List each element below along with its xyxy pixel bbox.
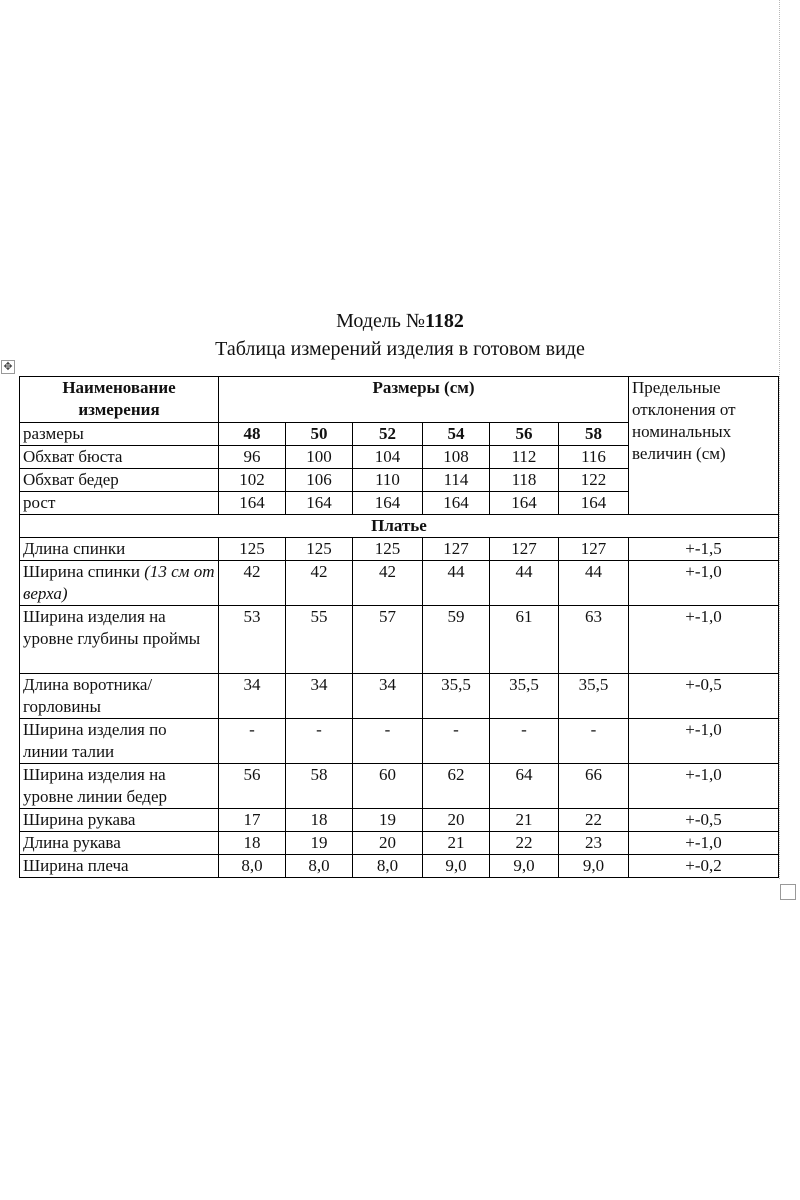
value-cell: 17: [219, 809, 286, 832]
model-title: Модель №1182: [336, 310, 464, 332]
table-row: [20, 719, 779, 764]
value-cell: 35,5: [559, 674, 629, 719]
table-row: [20, 674, 779, 719]
value-cell: 127: [559, 538, 629, 561]
section-title: Платье: [20, 515, 779, 538]
value-cell: 102: [219, 469, 286, 492]
table-row: [20, 538, 779, 561]
value-cell: 42: [353, 561, 423, 606]
row-label-text: Ширина спинки: [23, 562, 145, 581]
row-label: [20, 674, 219, 719]
value-cell: 56: [219, 764, 286, 809]
value-cell: -: [286, 719, 353, 764]
value-cell: 44: [423, 561, 490, 606]
tolerance-cell: +-1,0: [629, 719, 779, 764]
tolerance-cell: +-1,5: [629, 538, 779, 561]
tolerance-cell: +-0,5: [629, 809, 779, 832]
value-cell: 23: [559, 832, 629, 855]
row-label-text: Ширина изделия на уровне глубины проймы: [23, 607, 201, 648]
header-sizes-cell: Размеры (см): [219, 377, 629, 423]
table-row: [20, 809, 779, 832]
row-label: [20, 538, 219, 561]
value-cell: -: [559, 719, 629, 764]
value-cell: 164: [219, 492, 286, 515]
value-cell: 114: [423, 469, 490, 492]
size-cell: 58: [559, 423, 629, 446]
value-cell: 112: [490, 446, 559, 469]
value-cell: 96: [219, 446, 286, 469]
page-margin-line: [779, 0, 780, 879]
value-cell: 104: [353, 446, 423, 469]
value-cell: 8,0: [286, 855, 353, 878]
value-cell: 22: [559, 809, 629, 832]
row-label: [20, 561, 219, 606]
value-cell: 66: [559, 764, 629, 809]
value-cell: 125: [353, 538, 423, 561]
value-cell: -: [423, 719, 490, 764]
value-cell: 164: [423, 492, 490, 515]
value-cell: 108: [423, 446, 490, 469]
value-cell: 44: [490, 561, 559, 606]
value-cell: 8,0: [219, 855, 286, 878]
table-row: [20, 764, 779, 809]
row-label-note: (13 см от верха): [23, 562, 215, 603]
row-label: [20, 809, 219, 832]
row-label: [20, 855, 219, 878]
value-cell: 9,0: [559, 855, 629, 878]
row-label: рост: [20, 492, 219, 515]
table-row: [20, 561, 779, 606]
tolerance-cell: +-1,0: [629, 606, 779, 674]
table-resize-icon[interactable]: [780, 884, 796, 900]
value-cell: 62: [423, 764, 490, 809]
value-cell: 53: [219, 606, 286, 674]
row-label-text: Длина рукава: [23, 833, 121, 852]
value-cell: 9,0: [423, 855, 490, 878]
row-label-text: Ширина плеча: [23, 856, 129, 875]
value-cell: 44: [559, 561, 629, 606]
value-cell: 8,0: [353, 855, 423, 878]
row-label-text: Ширина изделия на уровне линии бедер: [23, 765, 167, 806]
value-cell: -: [490, 719, 559, 764]
value-cell: 164: [490, 492, 559, 515]
value-cell: 42: [286, 561, 353, 606]
value-cell: 106: [286, 469, 353, 492]
table-subtitle: Таблица измерений изделия в готовом виде: [215, 338, 585, 360]
table-row: [20, 855, 779, 878]
measurement-table: [19, 376, 779, 878]
table-row: [20, 832, 779, 855]
value-cell: 125: [219, 538, 286, 561]
value-cell: 127: [423, 538, 490, 561]
row-label: [20, 832, 219, 855]
value-cell: 61: [490, 606, 559, 674]
table-row: [20, 606, 779, 674]
tolerance-cell: +-0,5: [629, 674, 779, 719]
value-cell: 21: [423, 832, 490, 855]
value-cell: 34: [353, 674, 423, 719]
size-cell: 52: [353, 423, 423, 446]
value-cell: 57: [353, 606, 423, 674]
value-cell: 19: [286, 832, 353, 855]
size-cell: 50: [286, 423, 353, 446]
value-cell: 63: [559, 606, 629, 674]
size-cell: 48: [219, 423, 286, 446]
value-cell: 34: [286, 674, 353, 719]
value-cell: 9,0: [490, 855, 559, 878]
value-cell: 125: [286, 538, 353, 561]
tolerance-cell: +-1,0: [629, 832, 779, 855]
value-cell: 22: [490, 832, 559, 855]
value-cell: 20: [353, 832, 423, 855]
value-cell: 59: [423, 606, 490, 674]
value-cell: 20: [423, 809, 490, 832]
value-cell: 60: [353, 764, 423, 809]
value-cell: 127: [490, 538, 559, 561]
row-label: размеры: [20, 423, 219, 446]
value-cell: 18: [219, 832, 286, 855]
value-cell: 35,5: [490, 674, 559, 719]
value-cell: 100: [286, 446, 353, 469]
row-label: [20, 764, 219, 809]
value-cell: 55: [286, 606, 353, 674]
value-cell: 64: [490, 764, 559, 809]
row-label-text: Ширина рукава: [23, 810, 136, 829]
value-cell: 164: [286, 492, 353, 515]
row-label-text: Длина воротника/горловины: [23, 675, 153, 716]
value-cell: 42: [219, 561, 286, 606]
value-cell: 164: [559, 492, 629, 515]
header-tolerance-cell: Предельные отклонения от номинальных величин (см): [629, 377, 779, 515]
value-cell: 35,5: [423, 674, 490, 719]
row-label: [20, 606, 219, 674]
size-cell: 54: [423, 423, 490, 446]
value-cell: 19: [353, 809, 423, 832]
value-cell: 110: [353, 469, 423, 492]
value-cell: 21: [490, 809, 559, 832]
section-row: [20, 515, 779, 538]
tolerance-cell: +-0,2: [629, 855, 779, 878]
value-cell: 34: [219, 674, 286, 719]
row-label: Обхват бюста: [20, 446, 219, 469]
value-cell: -: [219, 719, 286, 764]
row-label-text: Ширина изделия по линии талии: [23, 720, 167, 761]
row-label-text: Длина спинки: [23, 539, 126, 558]
value-cell: -: [353, 719, 423, 764]
value-cell: 18: [286, 809, 353, 832]
header-name-cell: Наименование измерения: [20, 377, 219, 423]
value-cell: 116: [559, 446, 629, 469]
row-label: Обхват бедер: [20, 469, 219, 492]
value-cell: 122: [559, 469, 629, 492]
value-cell: 164: [353, 492, 423, 515]
value-cell: 58: [286, 764, 353, 809]
row-label: [20, 719, 219, 764]
tolerance-cell: +-1,0: [629, 561, 779, 606]
size-cell: 56: [490, 423, 559, 446]
tolerance-cell: +-1,0: [629, 764, 779, 809]
table-move-icon[interactable]: ✥: [1, 360, 15, 374]
value-cell: 118: [490, 469, 559, 492]
